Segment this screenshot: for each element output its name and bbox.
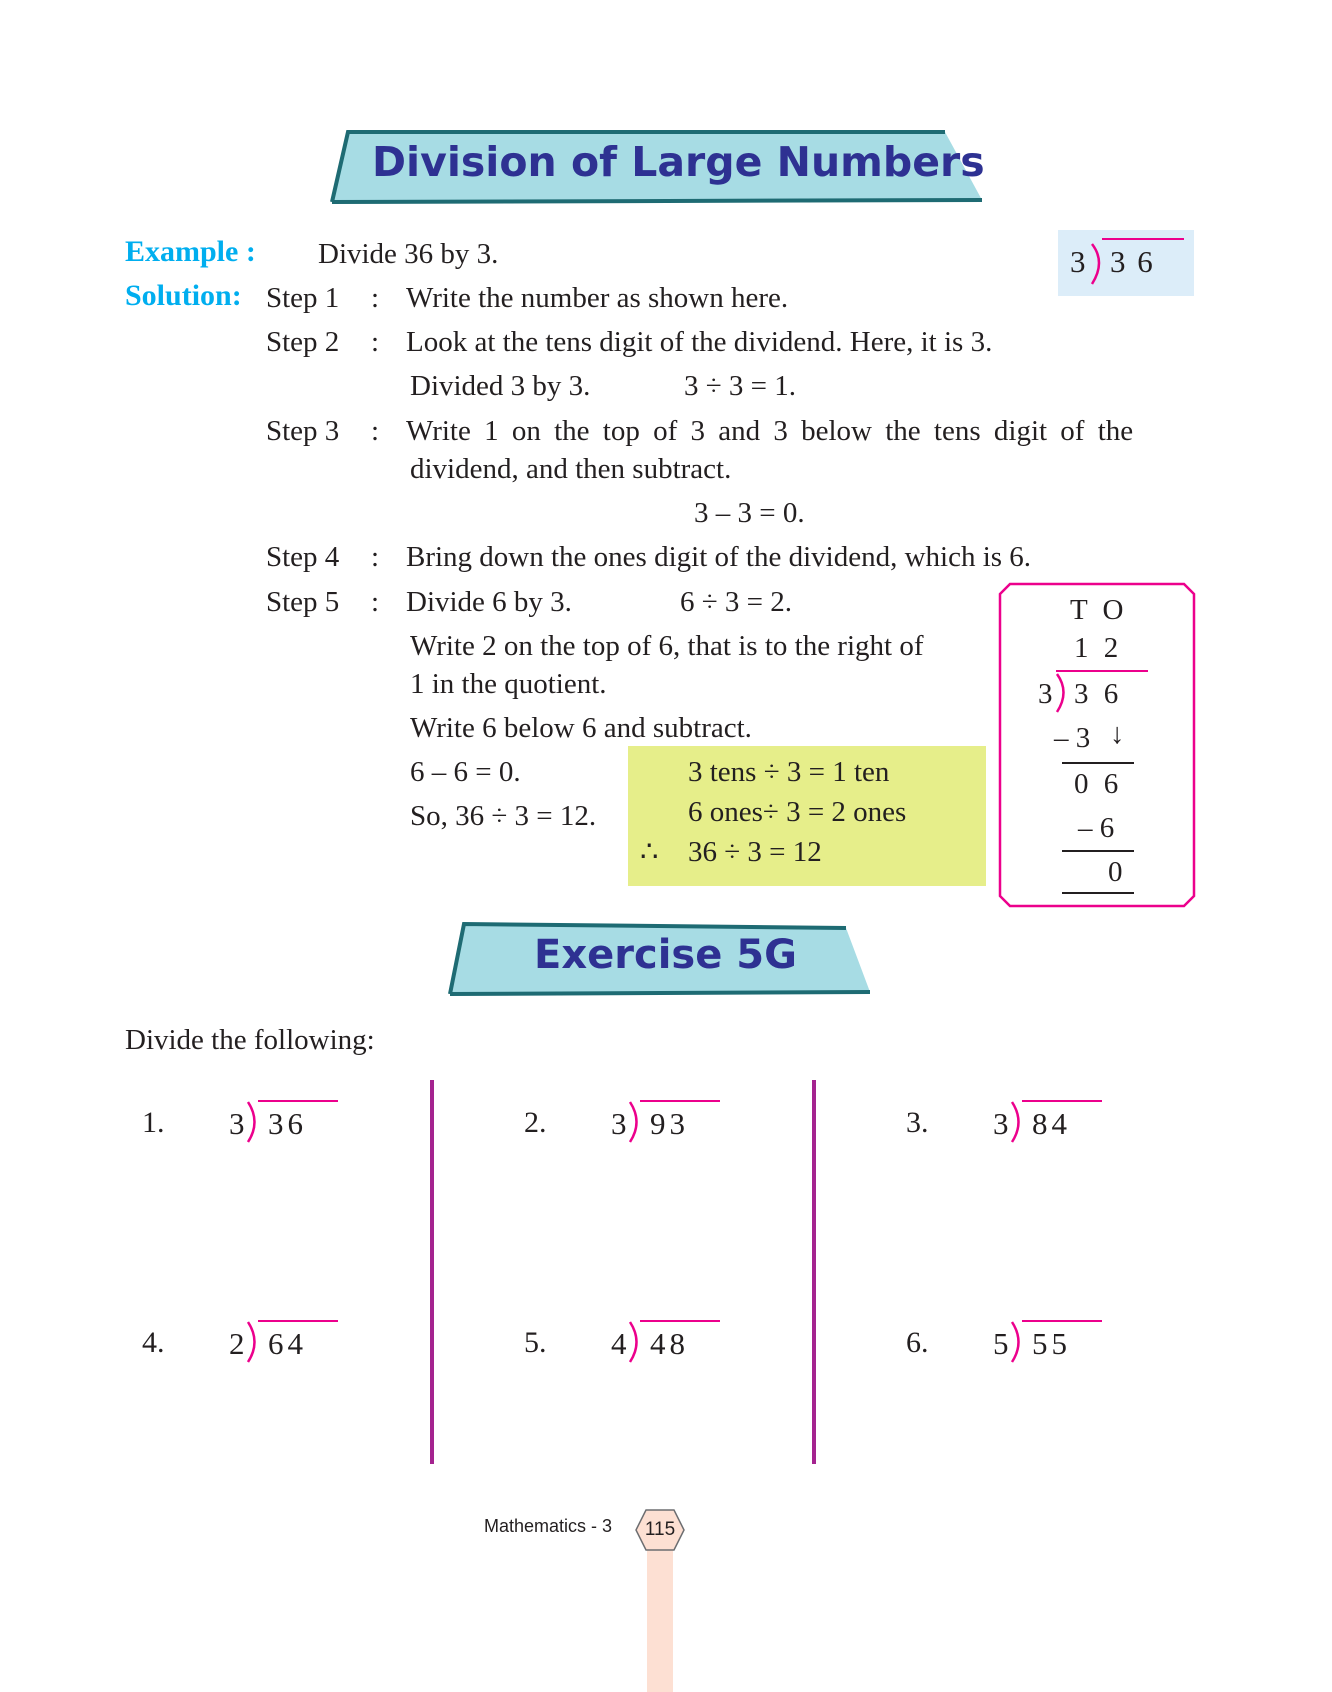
division-bracket (1054, 672, 1074, 716)
problem-divisor: 2 (229, 1326, 245, 1361)
step2-line2: Divided 3 by 3. (410, 370, 591, 402)
problem-dividend: 48 (650, 1326, 689, 1361)
bring-down-arrow-icon: ↓ (1110, 718, 1125, 750)
exercise-problem-3 (904, 1096, 1164, 1156)
page-number: 115 (644, 1519, 676, 1540)
column-divider-1 (430, 1080, 434, 1464)
step5-equation: 6 ÷ 3 = 2. (680, 586, 793, 618)
step4-name: Step 4 (266, 541, 340, 573)
long-division-box (998, 582, 1196, 908)
first-remainder: 0 6 (1074, 768, 1123, 800)
problem-number: 4. (142, 1326, 165, 1359)
problem-dividend: 84 (1032, 1106, 1071, 1141)
subtraction-line-2 (1062, 850, 1134, 852)
summary-line1: 3 tens ÷ 3 = 1 ten (688, 756, 890, 788)
problem-bracket (627, 1320, 647, 1366)
step3-name: Step 3 (266, 415, 340, 447)
page-title: Division of Large Numbers (372, 138, 985, 186)
problem-bracket (627, 1100, 647, 1146)
summary-box (628, 746, 986, 886)
exercise-problem-6 (904, 1316, 1164, 1376)
step5-line6: 6 – 6 = 0. (410, 756, 521, 788)
step3-equation: 3 – 3 = 0. (694, 497, 805, 529)
exercise-problem-2 (522, 1096, 782, 1156)
place-value-header: T O (1070, 594, 1128, 626)
problem-divisor: 3 (611, 1106, 627, 1141)
problem-number: 3. (906, 1106, 929, 1139)
column-divider-2 (812, 1080, 816, 1464)
step5-colon: : (371, 586, 380, 618)
problem-divisor: 4 (611, 1326, 627, 1361)
step5-line3: Write 2 on the top of 6, that is to the right of (410, 630, 924, 662)
exercise-banner (448, 918, 876, 1000)
problem-vinculum (258, 1100, 338, 1102)
second-subtraction: – 6 (1078, 812, 1115, 844)
example-text: Divide 36 by 3. (318, 238, 499, 270)
step5-line4: 1 in the quotient. (410, 668, 607, 700)
exercise-title: Exercise 5G (534, 932, 797, 978)
step3-line2: dividend, and then subtract. (410, 453, 732, 485)
setup-bracket (1088, 240, 1110, 288)
solution-label: Solution: (125, 279, 242, 312)
step5-line1: Divide 6 by 3. (406, 586, 572, 618)
step4-colon: : (371, 541, 380, 573)
exercise-problem-1 (140, 1096, 400, 1156)
step5-line5: Write 6 below 6 and subtract. (410, 712, 752, 744)
page-number-badge (634, 1508, 686, 1552)
problem-divisor: 3 (229, 1106, 245, 1141)
step3-colon: : (371, 415, 380, 447)
final-remainder: 0 (1108, 856, 1123, 888)
dividend: 3 6 (1074, 678, 1123, 710)
problem-number: 1. (142, 1106, 165, 1139)
summary-line2: 6 ones÷ 3 = 2 ones (688, 796, 907, 828)
problem-dividend: 55 (1032, 1326, 1071, 1361)
final-underline (1062, 892, 1134, 894)
page-tab (647, 1548, 673, 1692)
step5-line7: So, 36 ÷ 3 = 12. (410, 800, 597, 832)
step2-colon: : (371, 326, 380, 358)
exercise-problem-4 (140, 1316, 400, 1376)
step2-name: Step 2 (266, 326, 340, 358)
problem-dividend: 36 (268, 1106, 307, 1141)
step1-colon: : (371, 282, 380, 314)
problem-vinculum (640, 1100, 720, 1102)
exercise-problem-5 (522, 1316, 782, 1376)
example-label: Example : (125, 235, 256, 268)
problem-dividend: 93 (650, 1106, 689, 1141)
step1-name: Step 1 (266, 282, 340, 314)
step4-line1: Bring down the ones digit of the dividend, which is 6. (406, 541, 1032, 573)
step1-line1: Write the number as shown here. (406, 282, 789, 314)
summary-line3: 36 ÷ 3 = 12 (688, 836, 822, 868)
title-banner (330, 124, 990, 210)
problem-number: 6. (906, 1326, 929, 1359)
problem-vinculum (1022, 1100, 1102, 1102)
step2-line1: Look at the tens digit of the dividend. Here, it is 3. (406, 326, 993, 358)
problem-number: 2. (524, 1106, 547, 1139)
exercise-instruction: Divide the following: (125, 1024, 375, 1056)
problem-bracket (1009, 1320, 1029, 1366)
problem-dividend: 64 (268, 1326, 307, 1361)
first-subtraction: – 3 (1054, 722, 1091, 754)
setup-box (1058, 230, 1194, 296)
problem-bracket (245, 1320, 265, 1366)
problem-vinculum (258, 1320, 338, 1322)
subtraction-line-1 (1062, 762, 1134, 764)
problem-divisor: 5 (993, 1326, 1009, 1361)
therefore-symbol: ∴ (640, 836, 659, 868)
divisor: 3 (1038, 678, 1053, 710)
problem-divisor: 3 (993, 1106, 1009, 1141)
step2-equation: 3 ÷ 3 = 1. (684, 370, 797, 402)
problem-number: 5. (524, 1326, 547, 1359)
problem-vinculum (640, 1320, 720, 1322)
problem-bracket (1009, 1100, 1029, 1146)
quotient: 1 2 (1074, 632, 1123, 664)
problem-vinculum (1022, 1320, 1102, 1322)
setup-dividend: 3 6 (1110, 244, 1155, 279)
step5-name: Step 5 (266, 586, 340, 618)
setup-vinculum (1102, 238, 1184, 240)
setup-divisor: 3 (1070, 244, 1086, 279)
book-title: Mathematics - 3 (484, 1516, 613, 1536)
problem-bracket (245, 1100, 265, 1146)
step3-line1: Write 1 on the top of 3 and 3 below the tens digit of the (406, 415, 1134, 447)
